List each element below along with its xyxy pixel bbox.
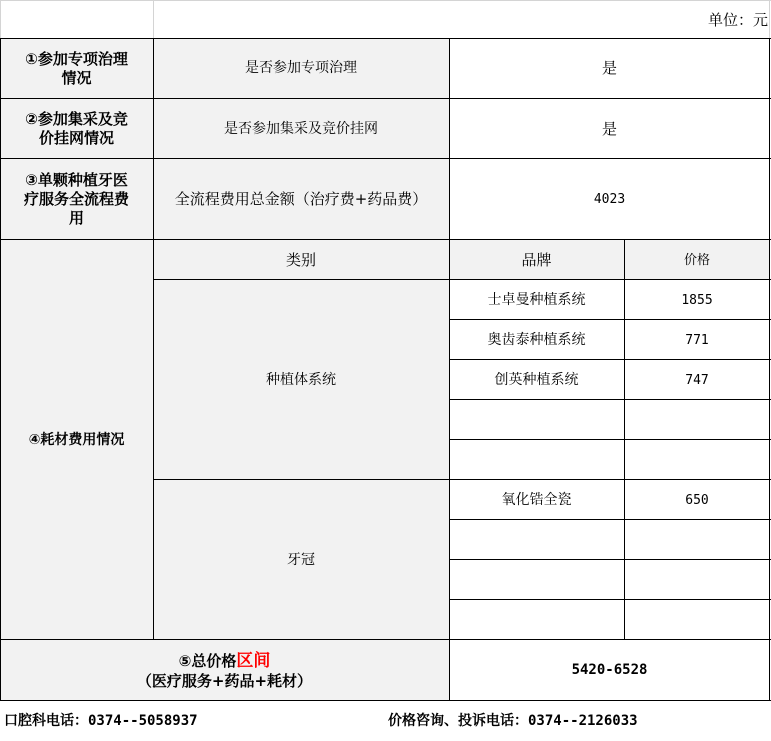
grid-line [153,0,154,38]
grid-line [153,279,771,280]
complaint-phone-line [388,711,638,731]
grid-line [0,38,1,701]
grid-line [449,559,771,560]
grid-line [0,639,771,640]
row5-label [0,640,449,701]
grid-line [449,439,771,440]
price-cell: 650 [624,480,770,520]
header-brand: 品牌 [449,240,624,280]
row1-value: 是 [449,38,770,99]
row3-item: 全流程费用总金额（治疗费+药品费） [153,159,449,240]
row5-label-prefix: ⑤总价格 [178,651,237,670]
row2-item: 是否参加集采及竞价挂网 [153,99,449,159]
complaint-phone-label: 价格咨询、投诉电话： [388,713,528,729]
grid-line [153,38,154,640]
grid-line [0,98,771,99]
price-cell: 747 [624,360,770,400]
unit-label: 单位：元 [707,10,768,29]
grid-line [769,38,770,701]
grid-line [449,519,771,520]
row5-label-line1 [179,651,271,671]
row1-item: 是否参加专项治理 [153,38,449,99]
grid-line [449,359,771,360]
row1-label: ①参加专项治理情况 [0,38,153,99]
header-category: 类别 [153,240,449,280]
grid-line [153,479,771,480]
category-crown: 牙冠 [153,480,449,640]
grid-line [0,158,771,159]
header-price: 价格 [624,240,770,280]
row3-label: ③单颗种植牙医疗服务全流程费用 [0,159,153,240]
complaint-phone-number: 0374--2126033 [528,713,638,729]
grid-line [769,0,770,38]
price-cell: 1855 [624,280,770,320]
grid-line [0,0,1,38]
row5-label-highlight: 区间 [236,650,271,671]
dept-phone-line [4,711,198,731]
row4-label: ④耗材费用情况 [0,240,153,640]
grid-line [0,239,771,240]
grid-line [449,399,771,400]
grid-line [0,700,771,701]
grid-line [0,38,771,39]
grid-line [449,38,450,701]
grid-line [449,599,771,600]
dept-phone-number: 0374--5058937 [88,713,198,729]
brand-cell: 氧化锆全瓷 [449,480,624,520]
row2-value: 是 [449,99,770,159]
price-cell: 771 [624,320,770,360]
row5-value: 5420-6528 [449,640,770,701]
brand-cell: 创英种植系统 [449,360,624,400]
row3-value: 4023 [449,159,770,240]
grid-line [624,240,625,640]
grid-line [449,319,771,320]
brand-cell: 士卓曼种植系统 [449,280,624,320]
grid-line [0,0,771,1]
brand-cell: 奥齿泰种植系统 [449,320,624,360]
category-implant: 种植体系统 [153,280,449,480]
row2-label: ②参加集采及竞价挂网情况 [0,99,153,159]
dept-phone-label: 口腔科电话： [4,713,88,729]
row5-label-sub: （医疗服务+药品+耗材） [136,671,313,690]
